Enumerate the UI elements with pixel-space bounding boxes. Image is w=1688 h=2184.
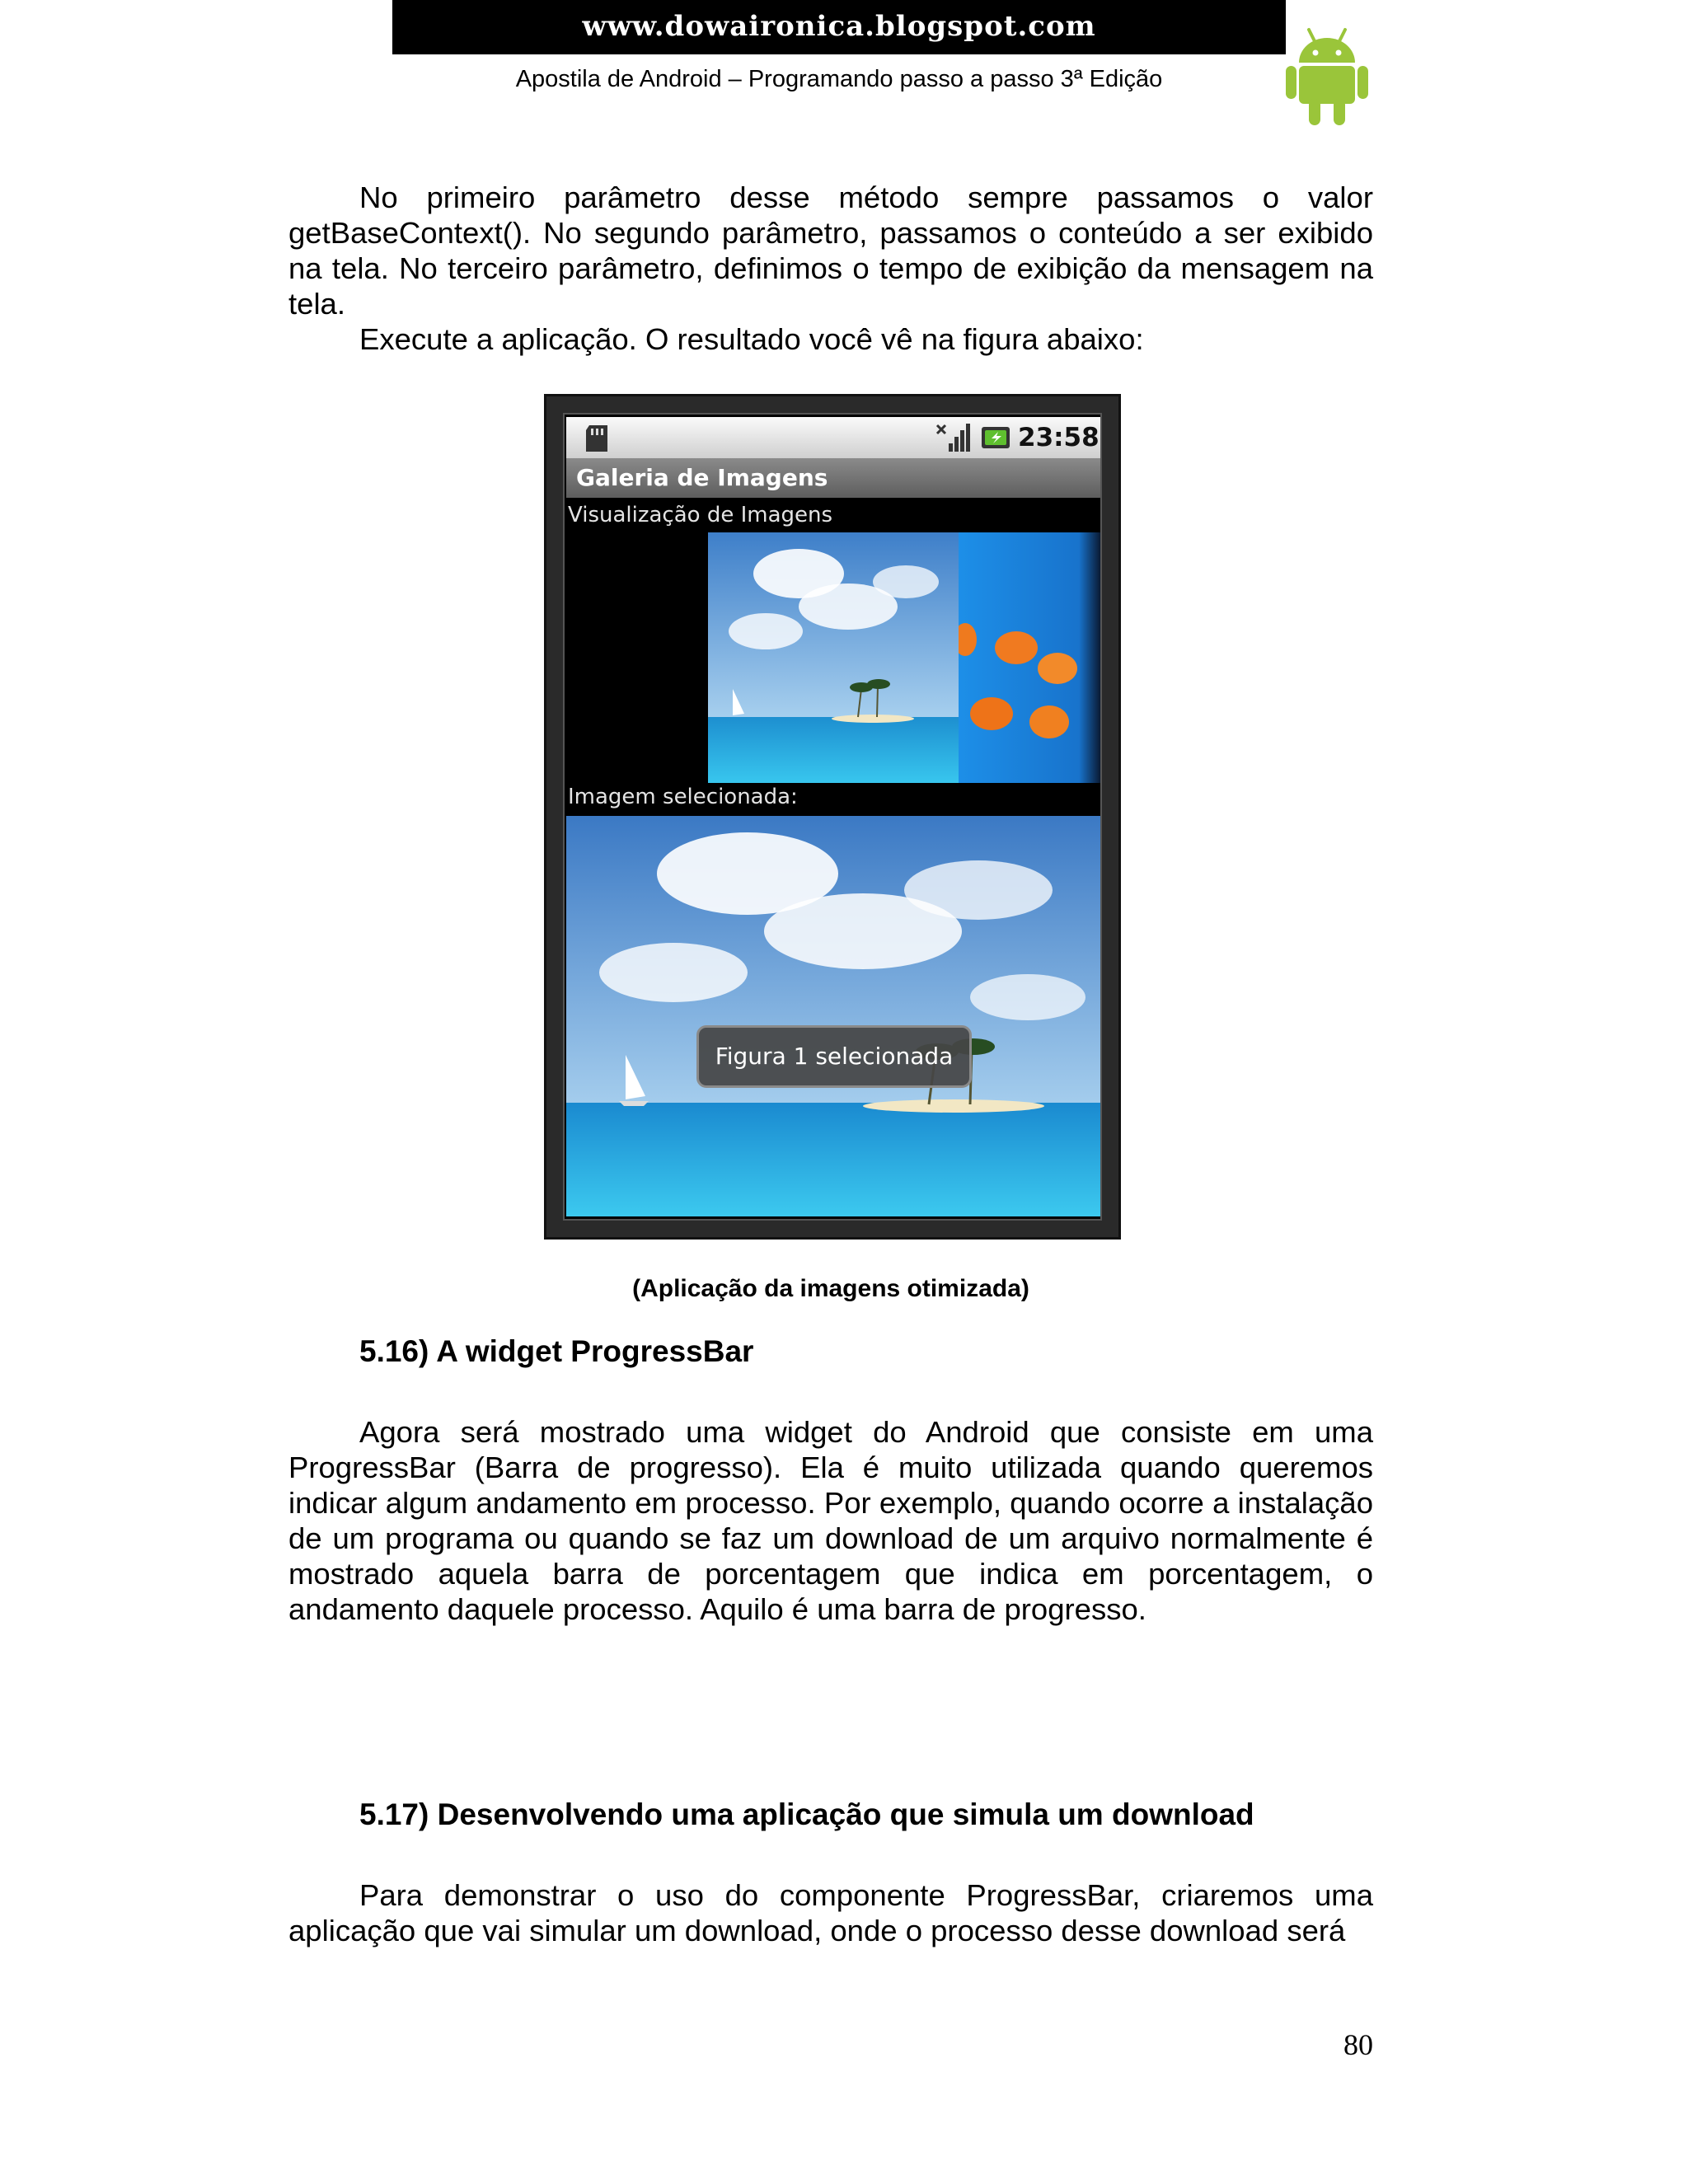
intro-paragraph-1: No primeiro parâmetro desse método sempre passamos o valor getBaseContext(). No segundo parâmetro, passamos o conteúdo a ser exibido na tela. No terceiro parâmetro, definimos o tempo de exibição da mensagem na tela. <box>288 180 1373 321</box>
intro-text <box>288 180 1373 357</box>
header-banner: www.dowaironica.blogspot.com <box>392 0 1286 54</box>
signal-icon <box>935 422 973 453</box>
section-heading-5-16: 5.16) A widget ProgressBar <box>359 1334 754 1368</box>
section-heading-5-17: 5.17) Desenvolvendo uma aplicação que simula um download <box>359 1797 1254 1831</box>
gallery-thumbnail-beach[interactable] <box>708 532 959 783</box>
gallery-thumbnail-fish[interactable] <box>959 532 1100 783</box>
status-clock: 23:58 <box>1018 423 1100 452</box>
intro-paragraph-2: Execute a aplicação. O resultado você vê na figura abaixo: <box>359 322 1144 356</box>
figure-caption: (Aplicação da imagens otimizada) <box>632 1275 1029 1302</box>
battery-icon <box>980 425 1013 450</box>
selected-image-label: Imagem selecionada: <box>568 785 798 809</box>
toast-message: Figura 1 selecionada <box>696 1025 972 1088</box>
android-logo-icon <box>1284 25 1370 127</box>
section-5-17-text <box>288 1877 1373 1948</box>
phone-screen <box>566 417 1100 1216</box>
gallery-label: Visualização de Imagens <box>568 503 833 527</box>
phone-screenshot <box>544 394 1121 1240</box>
sd-card-icon <box>583 424 611 453</box>
section-5-16-text <box>288 1414 1373 1627</box>
status-bar <box>566 417 1100 458</box>
page-number: 80 <box>1343 2028 1373 2061</box>
header-subtitle: Apostila de Android – Programando passo a passo 3ª Edição <box>515 66 1163 92</box>
app-title-bar: Galeria de Imagens <box>566 458 1100 498</box>
section-5-17-paragraph: Para demonstrar o uso do componente ProgressBar, criaremos uma aplicação que vai simular um download, onde o processo desse download será <box>288 1878 1373 1947</box>
section-5-16-paragraph: Agora será mostrado uma widget do Android que consiste em uma ProgressBar (Barra de progresso). Ela é muito utilizada quando queremos indicar algum andamento em processo. Por exemplo, quando ocorre a instalação de um programa ou quando se faz um download de um arquivo normalmente é mostrado aquela barra de porcentagem que indica em porcentagem, o andamento daquele processo. Aquilo é uma barra de progresso. <box>288 1415 1373 1626</box>
selected-image-beach <box>566 816 1100 1216</box>
